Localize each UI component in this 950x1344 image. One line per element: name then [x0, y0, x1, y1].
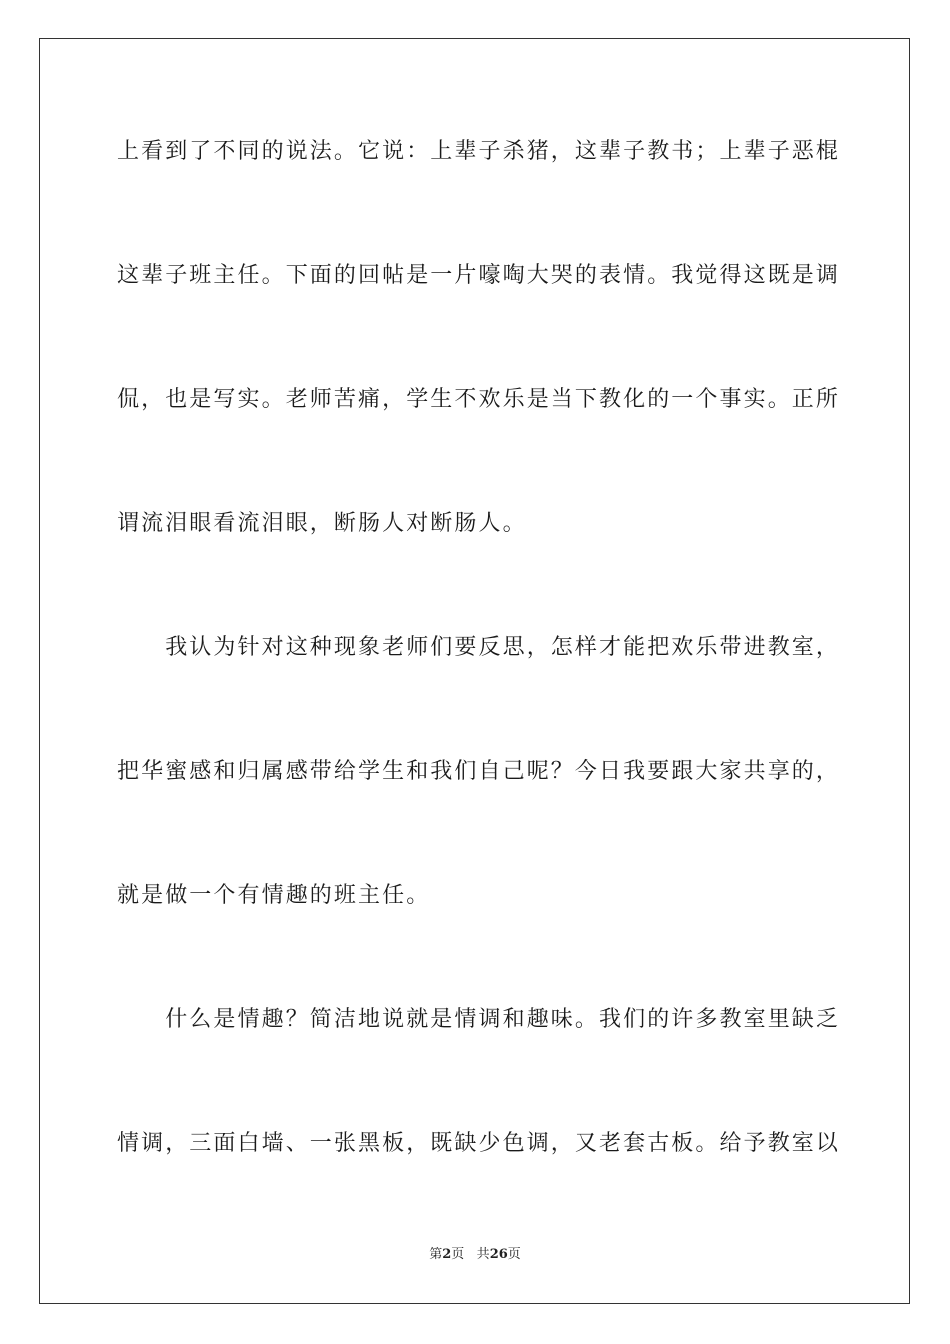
text-line: 情调，三面白墙、一张黑板，既缺少色调，又老套古板。给予教室以 [117, 1131, 841, 1156]
paragraph-start-line: 我认为针对这种现象老师们要反思，怎样才能把欢乐带进教室， [117, 635, 841, 660]
text-line: 这辈子班主任。下面的回帖是一片嚎啕大哭的表情。我觉得这既是调 [117, 263, 841, 288]
page-label-suffix: 页 [451, 1247, 465, 1262]
text-line: 把华蜜感和归属感带给学生和我们自己呢？今日我要跟大家共享的， [117, 759, 841, 784]
text-line: 谓流泪眼看流泪眼，断肠人对断肠人。 [117, 511, 527, 536]
text-line: 侃，也是写实。老师苦痛，学生不欢乐是当下教化的一个事实。正所 [117, 387, 841, 412]
total-label-suffix: 页 [507, 1247, 521, 1262]
page-label-prefix: 第 [429, 1247, 443, 1262]
text-line: 上看到了不同的说法。它说：上辈子杀猪，这辈子教书；上辈子恶棍 [117, 139, 841, 164]
total-label-prefix: 共 [476, 1247, 490, 1262]
text-line: 就是做一个有情趣的班主任。 [117, 883, 431, 908]
page-number: 2 [442, 1247, 452, 1262]
page-border [39, 38, 910, 1304]
paragraph-start-line: 什么是情趣？简洁地说就是情调和趣味。我们的许多教室里缺乏 [117, 1007, 841, 1032]
total-pages: 26 [489, 1247, 508, 1262]
page-footer [0, 1246, 950, 1264]
